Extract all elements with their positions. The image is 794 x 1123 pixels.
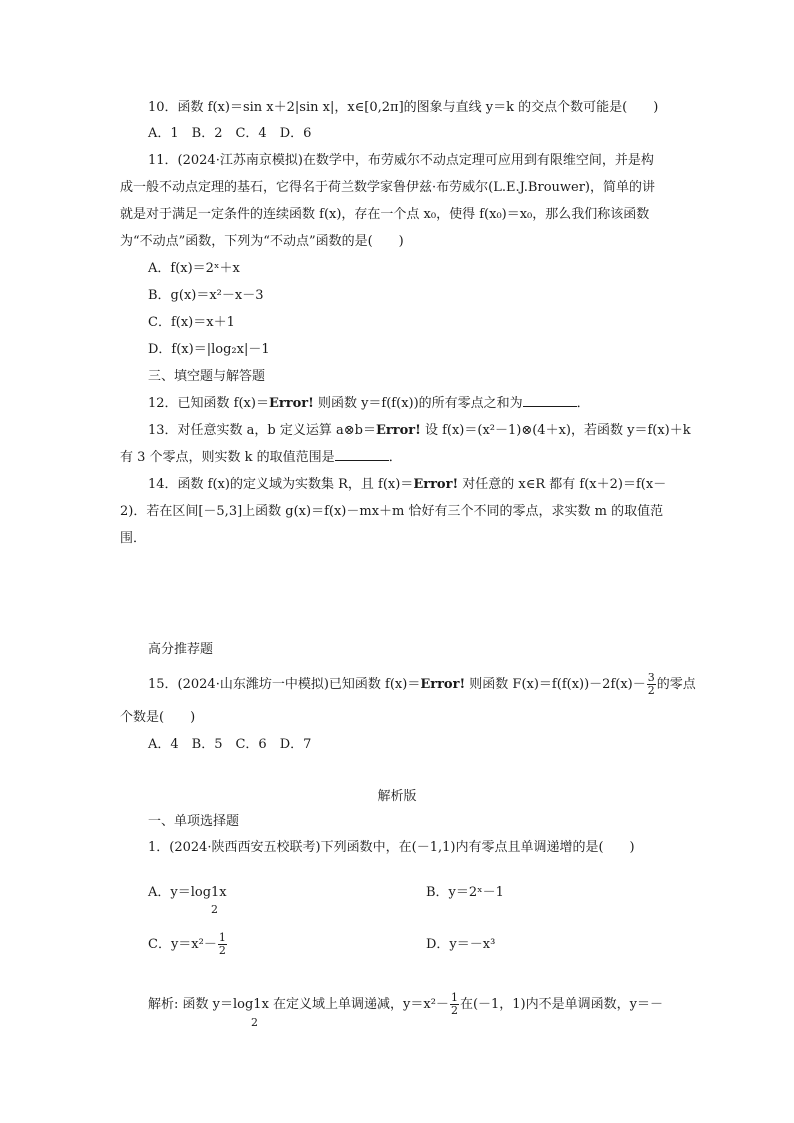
q14-line1 bbox=[148, 475, 666, 495]
q15-post: 则函数 F(x)＝f(f(x))－2f(x)－ bbox=[465, 677, 646, 692]
q14-line2: 2)．若在区间[－5,3]上函数 g(x)＝f(x)－mx＋m 恰好有三个不同的零点，求实数 m 的取值范 bbox=[120, 504, 664, 519]
q1-analysis-post: 在(－1，1)内不是单调函数，y＝－ bbox=[459, 997, 663, 1012]
q12-error: Error! bbox=[268, 396, 314, 411]
q12-line bbox=[148, 394, 590, 414]
q14-post: 对任意的 x∈R 都有 f(x＋2)＝f(x－ bbox=[458, 477, 667, 492]
q1-analysis-denominator: 2 bbox=[450, 1004, 458, 1017]
q15-options: A．4 B．5 C．6 D．7 bbox=[148, 737, 312, 752]
q1-option-a-log-base: 2 bbox=[211, 903, 218, 916]
q1-option-b: B．y＝2ˣ－1 bbox=[426, 885, 504, 900]
q1-option-c-fraction bbox=[218, 932, 227, 957]
q12-post: 则函数 y＝f(f(x))的所有零点之和为 bbox=[313, 396, 523, 411]
section-heading-high: 高分推荐题 bbox=[148, 642, 214, 657]
q13-error: Error! bbox=[375, 423, 421, 438]
q15-line1 bbox=[148, 670, 696, 700]
q14-line3: 围． bbox=[120, 531, 147, 546]
q1-analysis-log-base: 2 bbox=[251, 1016, 258, 1029]
q10-stem: 10．函数 f(x)＝sin x＋2|sin x|，x∈[0,2π]的图象与直线 y＝k 的交点个数可能是( ) bbox=[148, 100, 659, 115]
q1-option-c-text: C．y＝x²－ bbox=[148, 937, 217, 952]
q13-line2-text: 有 3 个零点，则实数 k 的取值范围是 bbox=[120, 450, 335, 465]
q11-option-d: D．f(x)＝|log₂x|－1 bbox=[148, 342, 270, 357]
q11-line3: 就是对于满足一定条件的连续函数 f(x)，存在一个点 x₀，使得 f(x₀)＝x₀，那么我们称该函数 bbox=[120, 207, 650, 222]
q11-line2: 成一般不动点定理的基石，它得名于荷兰数学家鲁伊兹·布劳威尔(L.E.J.Brouwer)，简单的讲 bbox=[120, 180, 655, 195]
q1-option-d: D．y＝－x³ bbox=[426, 937, 496, 952]
q15-fraction bbox=[647, 672, 656, 697]
q15-error: Error! bbox=[420, 677, 466, 692]
q13-answer-blank[interactable] bbox=[335, 448, 389, 461]
analysis-label: 解析: bbox=[148, 997, 179, 1012]
q15-line2: 个数是( ) bbox=[120, 710, 196, 725]
q13-line1 bbox=[148, 421, 691, 441]
answer-title: 解析版 bbox=[377, 789, 417, 804]
q1-option-c-denominator: 2 bbox=[218, 944, 226, 957]
q12-answer-blank[interactable] bbox=[523, 394, 577, 407]
q15-pre: 15．(2024·山东潍坊一中模拟)已知函数 f(x)＝ bbox=[148, 677, 421, 692]
q14-pre: 14．函数 f(x)的定义域为实数集 R，且 f(x)＝ bbox=[148, 477, 414, 492]
q1-analysis-fraction bbox=[450, 992, 459, 1017]
q14-error: Error! bbox=[413, 477, 459, 492]
q11-option-c: C．f(x)＝x＋1 bbox=[148, 315, 235, 330]
q1-analysis bbox=[148, 990, 663, 1020]
q15-tail: 的零点 bbox=[656, 677, 696, 692]
q13-end: ． bbox=[388, 450, 402, 465]
q12-pre: 12．已知函数 f(x)＝ bbox=[148, 396, 269, 411]
q1-analysis-pre: 函数 y＝log1x 在定义域上单调递减，y＝x²－ bbox=[178, 997, 449, 1012]
q15-frac-denominator: 2 bbox=[647, 684, 655, 697]
q1-option-a: A．y＝log1x bbox=[148, 885, 227, 900]
q1-option-c bbox=[148, 930, 228, 960]
q10-options: A．1 B．2 C．4 D．6 bbox=[148, 126, 312, 141]
q11-option-a: A．f(x)＝2ˣ＋x bbox=[148, 261, 240, 276]
q13-pre: 13．对任意实数 a，b 定义运算 a⊗b＝ bbox=[148, 423, 376, 438]
q11-line4: 为“不动点”函数，下列为“不动点”函数的是( ) bbox=[120, 234, 404, 249]
q1-option-c-numerator: 1 bbox=[218, 931, 226, 944]
q11-line1: 11．(2024·江苏南京模拟)在数学中，布劳威尔不动点定理可应用到有限维空间，并是构 bbox=[148, 153, 654, 168]
q12-end: ． bbox=[576, 396, 590, 411]
q13-line2 bbox=[120, 448, 402, 468]
q1-stem: 1．(2024·陕西西安五校联考)下列函数中，在(－1,1)内有零点且单调递增的是( ) bbox=[148, 840, 635, 855]
q11-option-b: B．g(x)＝x²－x－3 bbox=[148, 288, 264, 303]
section-heading-1: 一、单项选择题 bbox=[148, 814, 240, 829]
q1-analysis-numerator: 1 bbox=[450, 991, 458, 1004]
q15-frac-numerator: 3 bbox=[647, 671, 655, 684]
section-heading-3: 三、填空题与解答题 bbox=[148, 369, 266, 384]
q13-post: 设 f(x)＝(x²－1)⊗(4＋x)，若函数 y＝f(x)＋k bbox=[420, 423, 691, 438]
